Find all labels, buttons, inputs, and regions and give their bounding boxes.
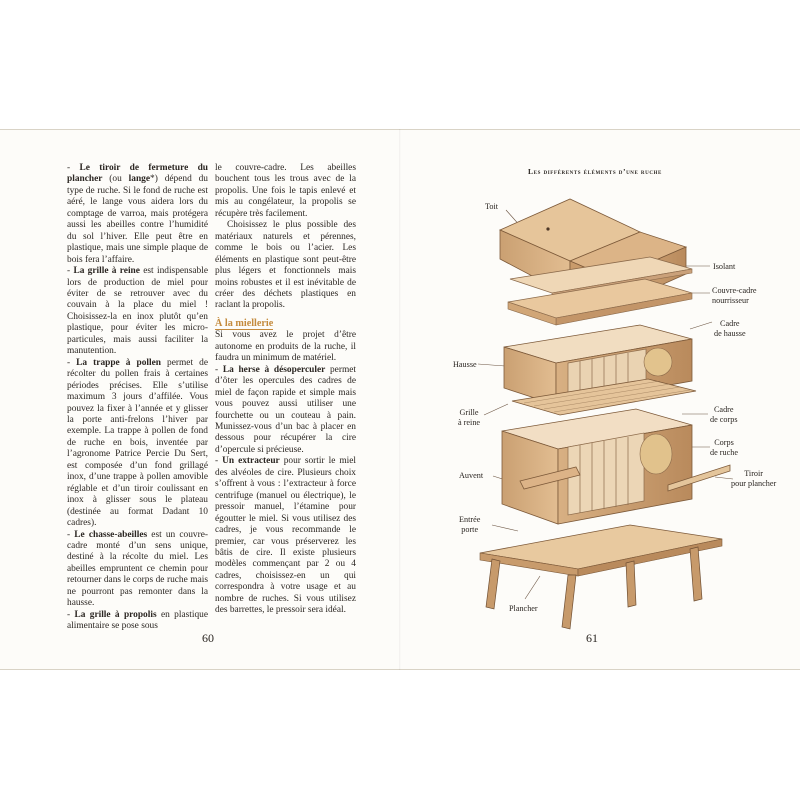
paragraph-text: *) dépend du type de ruche. Si le fond de ruche est aéré, le lange vous aidera lors du comptage de varroa, mais protégera aussi les abeilles contre l’humidité du sol l’hiver. Elle peut être en plastique, mais une simple plaque de bois fera l’affaire. bbox=[67, 174, 208, 265]
label-text: à reine bbox=[458, 417, 481, 427]
left-page-column-2 bbox=[215, 163, 356, 617]
list-dash: - bbox=[67, 266, 74, 277]
paragraph-text: en plastique alimentaire se pose sous bbox=[67, 609, 208, 632]
label-text: Cadre bbox=[720, 319, 740, 328]
term-grille-reine: La grille à reine bbox=[73, 266, 140, 277]
label-text: de ruche bbox=[710, 447, 738, 457]
paragraph-tiroir bbox=[67, 163, 208, 266]
label-text: de corps bbox=[710, 414, 738, 424]
label-text: Tiroir bbox=[744, 469, 764, 478]
paragraph-text: permet de récolter du pollen frais à certaines périodes précises. Elle s’utilise maximum 3 jours d’affilée. Vous pouvez la fixer à l’année et y glisser la porte anti-frelons l’hiver par exemple. La trappe à pollen de fond de ruche en bois, inventée par l’agronome Patrice Percie Du Sert, est composée d’un fond grillagé inox, d’une trappe à pollen amovible réglable et d’un tiroir coulissant en inox à glisser sous le plateau (destinée au format Dadant 10 cadres). bbox=[67, 357, 208, 529]
label-text: Grille bbox=[459, 408, 479, 417]
label-text: Entrée bbox=[459, 515, 481, 524]
leader-plancher bbox=[525, 576, 540, 599]
paragraph-couvre-cadre: le couvre-cadre. Les abeilles bouchent tous les trous avec de la propolis. Une fois le tapis enlevé et mis au congélateur, la propolis se récupère très facilement. bbox=[215, 163, 356, 219]
paragraph-text: (ou bbox=[102, 174, 129, 185]
label-text: Cadre bbox=[713, 405, 734, 414]
left-page-column-1 bbox=[67, 163, 208, 633]
leader-grille bbox=[484, 404, 508, 415]
hive-corps bbox=[502, 409, 692, 524]
list-dash: - bbox=[67, 163, 80, 173]
hausse-comb bbox=[644, 348, 672, 376]
label-corps bbox=[710, 438, 738, 457]
label-auvent: Auvent bbox=[459, 471, 484, 480]
label-couvre-cadre bbox=[712, 286, 757, 305]
paragraph-herse bbox=[215, 365, 356, 457]
label-isolant: Isolant bbox=[713, 262, 736, 271]
label-text: pour plancher bbox=[731, 478, 777, 488]
label-text: nourrisseur bbox=[712, 295, 749, 305]
page-number-left: 60 bbox=[202, 631, 214, 645]
label-plancher: Plancher bbox=[509, 604, 538, 613]
paragraph-chasse-abeilles bbox=[67, 530, 208, 610]
figure-title: Les différents éléments d’une ruche bbox=[528, 167, 662, 176]
list-dash: - bbox=[67, 609, 75, 620]
paragraph-text: est un couvre-cadre monté d’un sens unique, destiné à la récolte du miel. Les abeilles empruntent ce chemin pour retourner dans le corps de ruche mais ne pourront pas remonter dans la hausse. bbox=[67, 529, 208, 609]
section-heading bbox=[215, 318, 356, 329]
label-text: Couvre-cadre bbox=[712, 286, 757, 295]
label-text: de hausse bbox=[714, 328, 746, 338]
label-cadre-hausse bbox=[714, 319, 746, 338]
hive-illustration bbox=[400, 129, 800, 649]
label-grille-reine bbox=[458, 408, 480, 427]
term-chasse-abeilles: Le chasse-abeilles bbox=[74, 529, 148, 540]
label-entree-porte bbox=[459, 515, 480, 534]
leader-entree bbox=[492, 525, 518, 531]
list-dash: - bbox=[67, 357, 77, 368]
corps-comb bbox=[640, 434, 672, 474]
term-grille-propolis: La grille à propolis bbox=[74, 609, 157, 620]
page-number-right: 61 bbox=[586, 631, 598, 645]
paragraph-text: pour sortir le miel des alvéoles de cire. Plusieurs choix s’offrent à vous : l’extracteur à force centrifuge (manuel ou électrique), le pressoir manuel, l’étamine pour égoutter le miel. Si vous utilisez des cadres, je vous recommande le premier, car vous préserverez les bâtis de cire. Il existe plusieurs modèles commençant par 2 ou 4 cadres, choisissez-en un qui correspondra à votre usage et au nombre de ruches. Si vous utilisez des barrettes, le pressoir sera idéal. bbox=[215, 456, 357, 616]
term-lange: lange bbox=[128, 174, 151, 185]
label-hausse: Hausse bbox=[453, 360, 477, 369]
section-title-miellerie: À la miellerie bbox=[215, 317, 274, 329]
list-dash: - bbox=[67, 529, 75, 540]
term-tiroir: Le tiroir de fermeture du plancher bbox=[67, 163, 209, 185]
label-text: Corps bbox=[714, 438, 734, 447]
term-trappe-pollen: La trappe à pollen bbox=[76, 357, 161, 368]
paragraph-grille-reine bbox=[67, 266, 208, 358]
term-herse: La herse à désoperculer bbox=[222, 364, 326, 375]
paragraph-materiaux: Choisissez le plus possible des matériaux naturels et pérennes, comme le bois ou l’acier. Les éléments en plastique sont peut-être plus légers et fonctionnels mais moins robustes et il est inévitable de créer des déchets plastiques en raclant la propolis. bbox=[215, 220, 356, 311]
paragraph-extracteur bbox=[215, 456, 356, 616]
list-dash: - bbox=[215, 364, 223, 375]
list-dash: - bbox=[215, 456, 223, 467]
label-cadre-corps bbox=[710, 405, 738, 424]
paragraph-text: est indispensable lors de production de miel pour éviter de se retrouver avec du couvain à la place du miel ! Choisissez-la en inox plutôt qu’en plastique, pour éviter les micro-particules, mais aussi faciliter la manutention. bbox=[67, 266, 208, 357]
paragraph-miellerie-intro: Si vous avez le projet d’être autonome en produits de la ruche, il faudra un minimum de matériel. bbox=[215, 330, 356, 364]
leader-hausse bbox=[478, 364, 505, 366]
label-toit: Toit bbox=[485, 202, 499, 211]
term-extracteur: Un extracteur bbox=[222, 456, 280, 467]
paragraph-text: permet d’ôter les opercules des cadres de miel de façon rapide et simple mais vous pouvez aussi utiliser une fourchette ou un couteau à pain. Munissez-vous d’un bac à placer en dessous pour récupérer la cire d’opercule si précieuse. bbox=[215, 364, 357, 455]
label-tiroir bbox=[731, 469, 776, 488]
paragraph-trappe-pollen bbox=[67, 358, 208, 530]
leader-cadre-hausse bbox=[690, 322, 712, 329]
paragraph-grille-propolis bbox=[67, 610, 208, 633]
label-text: porte bbox=[461, 524, 479, 534]
